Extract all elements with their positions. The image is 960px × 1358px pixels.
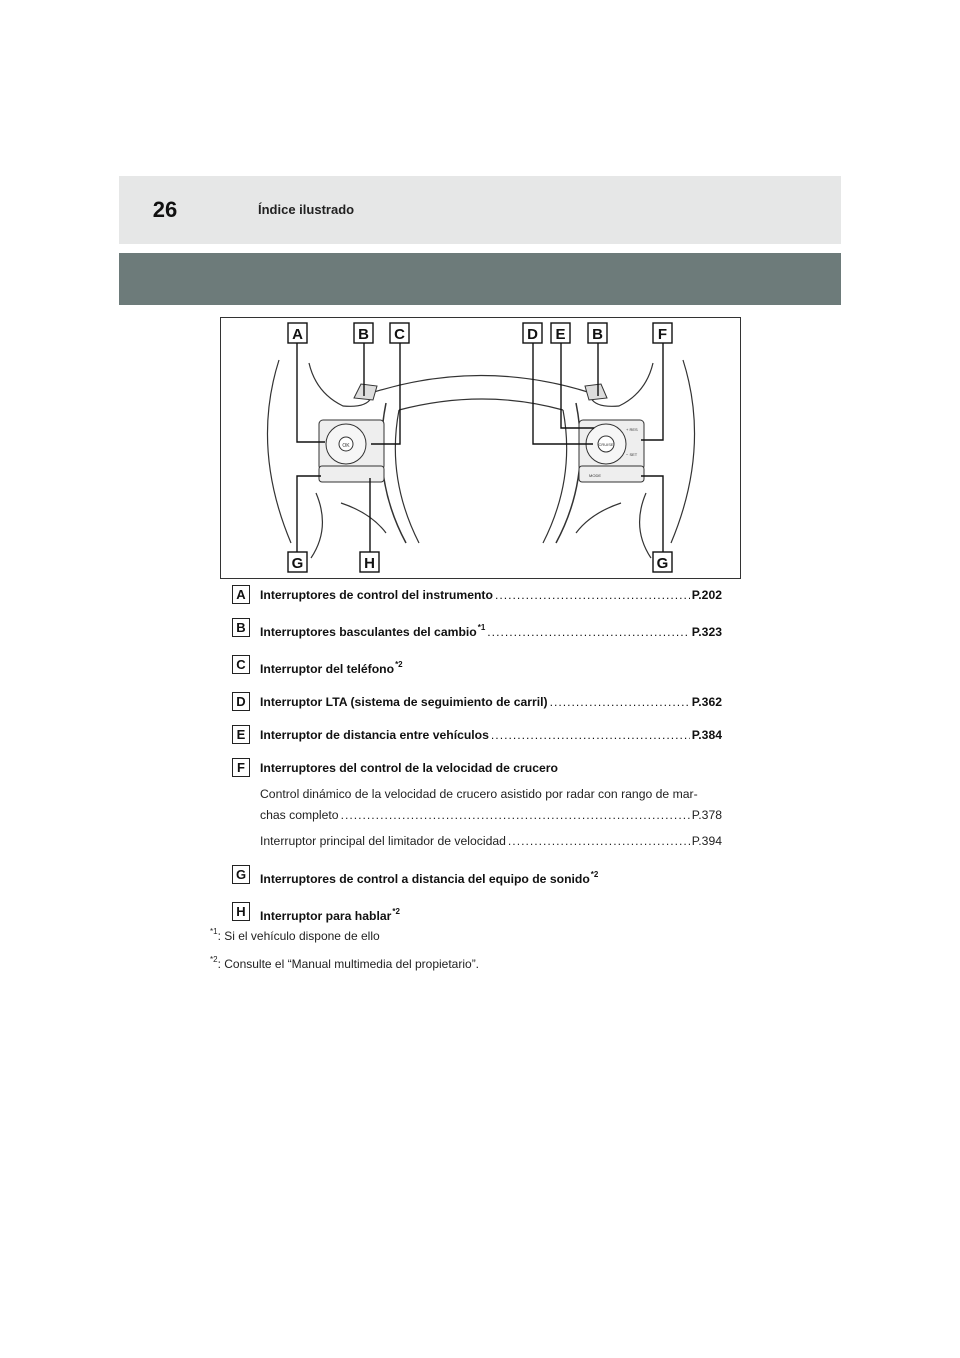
footnote-mark: *2 — [210, 955, 218, 964]
footnote-text: : Si el vehículo dispone de ello — [217, 929, 380, 943]
title-band — [119, 253, 841, 305]
footnote-2 — [210, 950, 730, 974]
letter-box: A — [232, 585, 250, 604]
svg-text:B: B — [358, 326, 369, 343]
letter-box: G — [232, 865, 250, 884]
footnote-mark: *2 — [590, 870, 599, 879]
sub-item-label: Interruptor principal del limitador de velocidad — [260, 834, 506, 848]
svg-text:F: F — [657, 326, 668, 343]
sub-item-speed-limiter — [260, 831, 722, 852]
callout-B-left — [354, 323, 373, 343]
letter-box: E — [232, 725, 250, 744]
letter-box: C — [232, 655, 250, 674]
rim-left-outer — [267, 360, 291, 543]
item-label: Interruptores del control de la velocidad de crucero — [260, 761, 558, 775]
legend-list — [232, 585, 722, 939]
sub-item-line: Control dinámico de la velocidad de crucero asistido por radar con rango de mar- — [260, 787, 698, 801]
ok-label: OK — [342, 443, 350, 449]
svg-text:E: E — [555, 326, 566, 343]
letter-box: H — [232, 902, 250, 921]
page-reference[interactable]: P.384 — [691, 728, 722, 742]
steering-wheel-figure — [220, 317, 741, 579]
svg-text:G: G — [291, 555, 304, 572]
callout-F — [653, 323, 672, 343]
page-reference[interactable]: P.362 — [691, 695, 722, 709]
steering-wheel-illustration — [221, 318, 740, 578]
svg-text:D: D — [527, 326, 538, 343]
svg-text:A: A — [292, 326, 303, 343]
letter-box: F — [232, 758, 250, 777]
page-reference[interactable]: P.394 — [691, 834, 722, 848]
letter-box: D — [232, 692, 250, 711]
legend-item-E — [232, 725, 722, 745]
sub-item-acc — [260, 784, 722, 826]
paddle-right — [585, 384, 607, 400]
legend-item-G — [232, 865, 722, 889]
footnote-mark: *1 — [210, 927, 218, 936]
svg-text:B: B — [592, 326, 603, 343]
page-reference[interactable]: P.378 — [691, 808, 722, 822]
callout-B-right — [588, 323, 607, 343]
item-label: Interruptor de distancia entre vehículos — [260, 728, 489, 742]
callout-D — [523, 323, 542, 343]
legend-item-B — [232, 618, 722, 642]
callout-E — [551, 323, 570, 343]
callout-G-right — [653, 552, 672, 572]
callout-H — [360, 552, 379, 572]
leader-G-right — [641, 476, 663, 552]
item-label: Interruptores de control a distancia del equipo de sonido — [260, 872, 590, 886]
page-header — [119, 176, 841, 244]
item-label: Interruptores de control del instrumento — [260, 588, 493, 602]
leader-G-left — [297, 476, 321, 552]
res-label: + RES — [626, 427, 638, 432]
letter-box: B — [232, 618, 250, 637]
sub-item-label: chas completo — [260, 808, 339, 822]
legend-item-C — [232, 655, 722, 679]
rim-right-outer — [671, 360, 695, 543]
svg-text:G: G — [656, 555, 669, 572]
callout-A — [288, 323, 307, 343]
svg-text:C: C — [394, 326, 405, 343]
footnote-text: : Consulte el “Manual multimedia del propietario”. — [217, 957, 480, 971]
callout-C — [390, 323, 409, 343]
svg-text:H: H — [364, 555, 375, 572]
audio-switch-panel — [319, 466, 384, 482]
footnote-mark: *1 — [477, 623, 486, 632]
item-label: Interruptor LTA (sistema de seguimiento de carril) — [260, 695, 548, 709]
footnote-mark: *2 — [392, 907, 400, 916]
mode-label: MODE — [589, 473, 601, 478]
page-reference[interactable]: P.323 — [691, 625, 722, 639]
page-reference[interactable]: P.202 — [691, 588, 722, 602]
section-title: Índice ilustrado — [258, 202, 355, 217]
legend-item-A — [232, 585, 722, 605]
paddle-left — [354, 384, 377, 400]
callout-G-left — [288, 552, 307, 572]
item-label: Interruptor para hablar — [260, 909, 392, 923]
legend-item-D — [232, 692, 722, 712]
legend-item-F — [232, 758, 722, 852]
item-label: Interruptores basculantes del cambio — [260, 625, 477, 639]
footnote-mark: *2 — [395, 660, 403, 669]
footnote-1 — [210, 922, 730, 946]
footnotes — [210, 922, 730, 978]
item-label: Interruptor del teléfono — [260, 662, 395, 676]
page-number: 26 — [152, 197, 178, 222]
cruise-label: CRUISE — [598, 442, 614, 447]
set-label: − SET — [626, 452, 638, 457]
